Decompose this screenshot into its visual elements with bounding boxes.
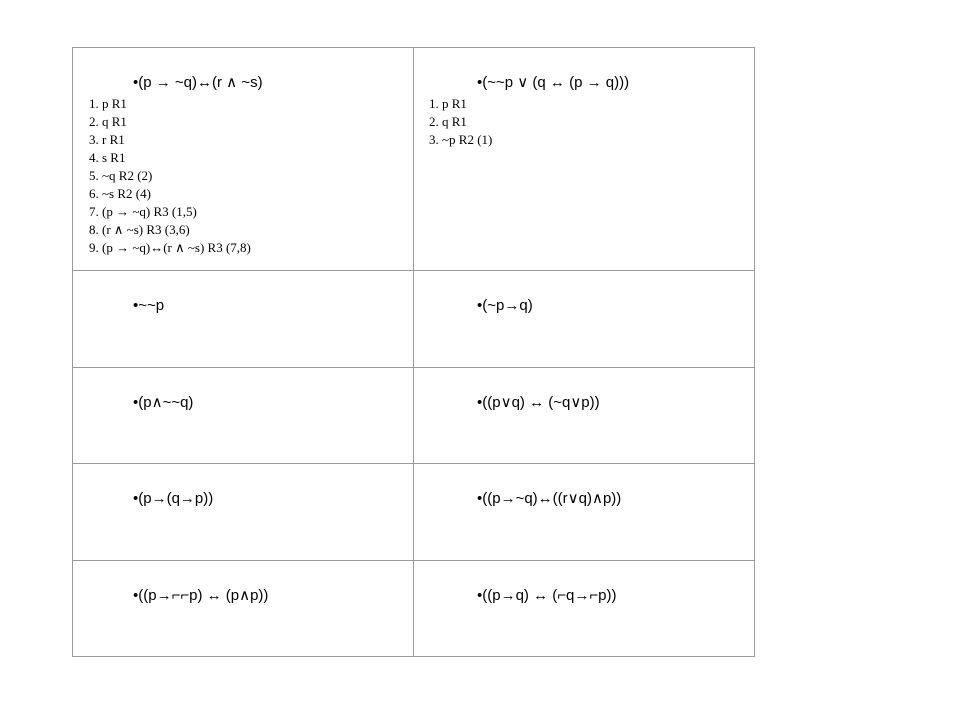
table-cell [414,271,755,367]
table-row [73,48,755,271]
table-cell [73,464,414,560]
derivation-step: 3. ~p R2 (1) [429,132,493,147]
table-row [73,464,755,560]
derivation-step: 4. s R1 [89,150,126,165]
derivation-step: 5. ~q R2 (2) [89,168,153,183]
table-cell [73,48,414,271]
derivation-step: 8. (r ∧ ~s) R3 (3,6) [89,222,190,237]
formula: •(p → ~q)↔(r ∧ ~s) [133,74,263,91]
exercise-table [72,47,755,657]
formula: •((p∨q) ↔ (~q∨p)) [477,393,600,411]
formula: •((p→q) ↔ (⌐q→⌐p)) [477,586,617,604]
table-cell [414,367,755,463]
derivation-step: 2. q R1 [89,114,127,129]
table-cell [414,48,755,271]
table-cell [73,560,414,657]
formula: •(p∧~~q) [133,393,194,411]
table-row [73,271,755,367]
formula: •(p→(q→p)) [133,490,214,508]
table-cell [73,271,414,367]
derivation-step: 1. p R1 [89,96,127,111]
table-cell [414,560,755,657]
formula: •~~p [133,297,165,315]
derivation-step: 1. p R1 [429,96,467,111]
derivation-step: 3. r R1 [89,132,125,147]
derivation-steps [414,95,754,149]
formula: •((p→~q)↔((r∨q)∧p)) [477,490,622,508]
derivation-step: 6. ~s R2 (4) [89,186,151,201]
table-cell [73,367,414,463]
derivation-step: 2. q R1 [429,114,467,129]
formula: •(~p→q) [477,297,533,315]
table-row [73,367,755,463]
formula: •(~~p ∨ (q ↔ (p → q))) [477,74,630,91]
derivation-steps [73,95,413,257]
table-cell [414,464,755,560]
formula: •((p→⌐⌐p) ↔ (p∧p)) [133,586,269,604]
derivation-step: 9. (p → ~q)↔(r ∧ ~s) R3 (7,8) [89,240,251,255]
derivation-step: 7. (p → ~q) R3 (1,5) [89,204,197,219]
table-row [73,560,755,657]
